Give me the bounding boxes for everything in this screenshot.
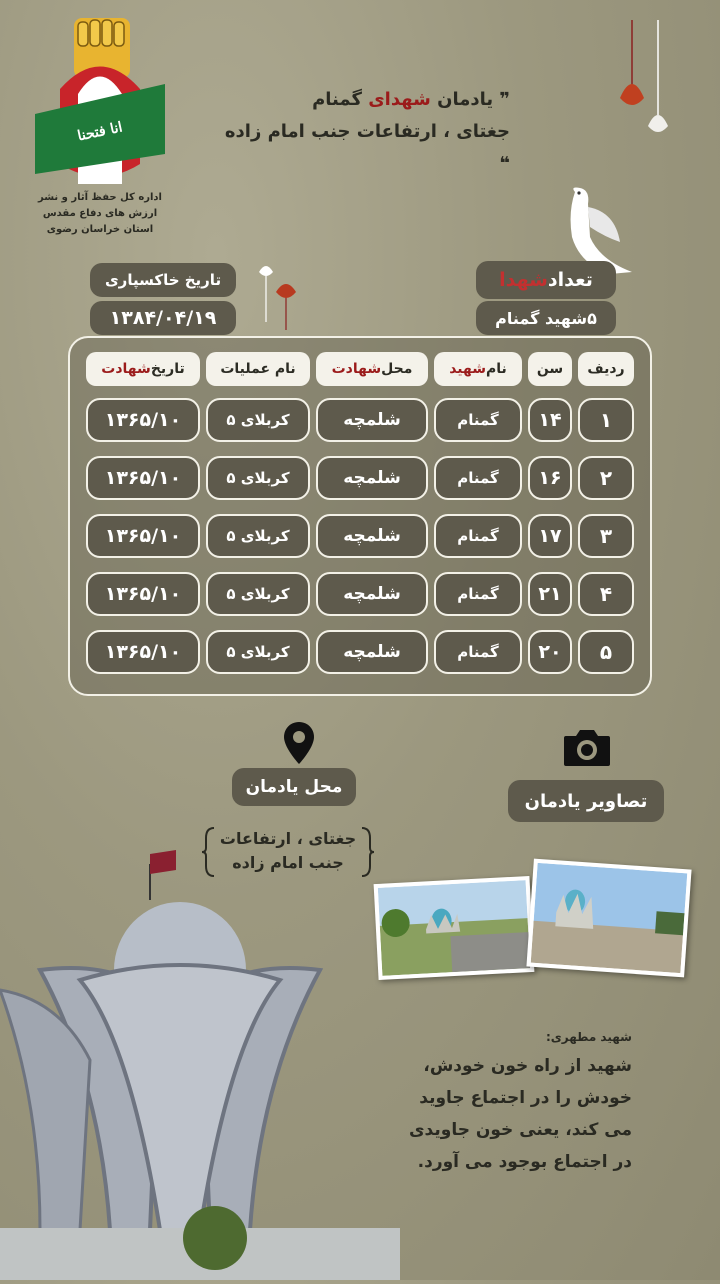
- table-row-5-place: شلمچه: [316, 630, 428, 674]
- table-row-3-place: شلمچه: [316, 514, 428, 558]
- table-row-1-date: ۱۳۶۵/۱۰: [86, 398, 200, 442]
- table-row-3-number: ۳: [578, 514, 634, 558]
- photos-label: تصاویر یادمان: [508, 780, 664, 822]
- camera-icon: [562, 726, 612, 768]
- page-title: ❞ یادمان شهدای گمنام جغتای ، ارتفاعات جنب امام زاده ❝: [224, 89, 510, 174]
- table-row-3-operation: کربلای ۵: [206, 514, 310, 558]
- table-row-5-age: ۲۰: [528, 630, 572, 674]
- table-row-1-age: ۱۴: [528, 398, 572, 442]
- hanging-tulip-ornament: [606, 20, 686, 150]
- header-name: نام شهید: [434, 352, 522, 386]
- table-row-5-number: ۵: [578, 630, 634, 674]
- table-row-3-name: گمنام: [434, 514, 522, 558]
- martyrs-count-label: تعداد شهدا: [476, 261, 616, 299]
- martyrs-count-value: ۵شهید گمنام: [476, 301, 616, 335]
- header-date: تاریخ شهادت: [86, 352, 200, 386]
- table-row-2-operation: کربلای ۵: [206, 456, 310, 500]
- tulip-icon: [254, 262, 300, 332]
- table-row-2-number: ۲: [578, 456, 634, 500]
- memorial-photo-2[interactable]: [526, 859, 691, 978]
- close-quote: ❝: [499, 153, 510, 174]
- table-row-4-date: ۱۳۶۵/۱۰: [86, 572, 200, 616]
- location-label: محل یادمان: [232, 768, 356, 806]
- table-row-1-place: شلمچه: [316, 398, 428, 442]
- map-pin-icon: [282, 720, 316, 766]
- table-row-3-date: ۱۳۶۵/۱۰: [86, 514, 200, 558]
- organization-logo: [30, 14, 170, 189]
- table-row-5-date: ۱۳۶۵/۱۰: [86, 630, 200, 674]
- burial-date-value: ۱۳۸۴/۰۴/۱۹: [90, 301, 236, 335]
- burial-date-label: تاریخ خاکسپاری: [90, 263, 236, 297]
- table-row-2-place: شلمچه: [316, 456, 428, 500]
- quote-author: شهید مطهری:: [545, 1030, 632, 1044]
- table-row-4-age: ۲۱: [528, 572, 572, 616]
- header-operation: نام عملیات: [206, 352, 310, 386]
- table-row-2-date: ۱۳۶۵/۱۰: [86, 456, 200, 500]
- table-row-1-name: گمنام: [434, 398, 522, 442]
- table-row-5-name: گمنام: [434, 630, 522, 674]
- table-row-4-operation: کربلای ۵: [206, 572, 310, 616]
- table-row-4-place: شلمچه: [316, 572, 428, 616]
- table-row-5-operation: کربلای ۵: [206, 630, 310, 674]
- martyr-quote: شهید مطهری: شهید از راه خون خودش، خودش را در اجتماع جاوید می کند، یعنی خون جاویدی در اجتماع بوجود می آورد.: [392, 1030, 632, 1178]
- table-row-4-number: ۴: [578, 572, 634, 616]
- table-row-2-name: گمنام: [434, 456, 522, 500]
- open-quote: ❞: [499, 89, 510, 110]
- header-age: سن: [528, 352, 572, 386]
- table-row-1-operation: کربلای ۵: [206, 398, 310, 442]
- memorial-monument-illustration: [0, 840, 400, 1280]
- header-row-number: ردیف: [578, 352, 634, 386]
- table-row-2-age: ۱۶: [528, 456, 572, 500]
- table-row-1-number: ۱: [578, 398, 634, 442]
- svg-text:انا فتحنا: انا فتحنا: [76, 119, 124, 145]
- organization-name: اداره کل حفظ آثار و نشر ارزش های دفاع مقدس استان خراسان رضوی: [38, 192, 162, 235]
- location-address: جغتای ، ارتفاعات جنب امام زاده: [200, 824, 376, 880]
- header-place: محل شهادت: [316, 352, 428, 386]
- table-row-3-age: ۱۷: [528, 514, 572, 558]
- table-row-4-name: گمنام: [434, 572, 522, 616]
